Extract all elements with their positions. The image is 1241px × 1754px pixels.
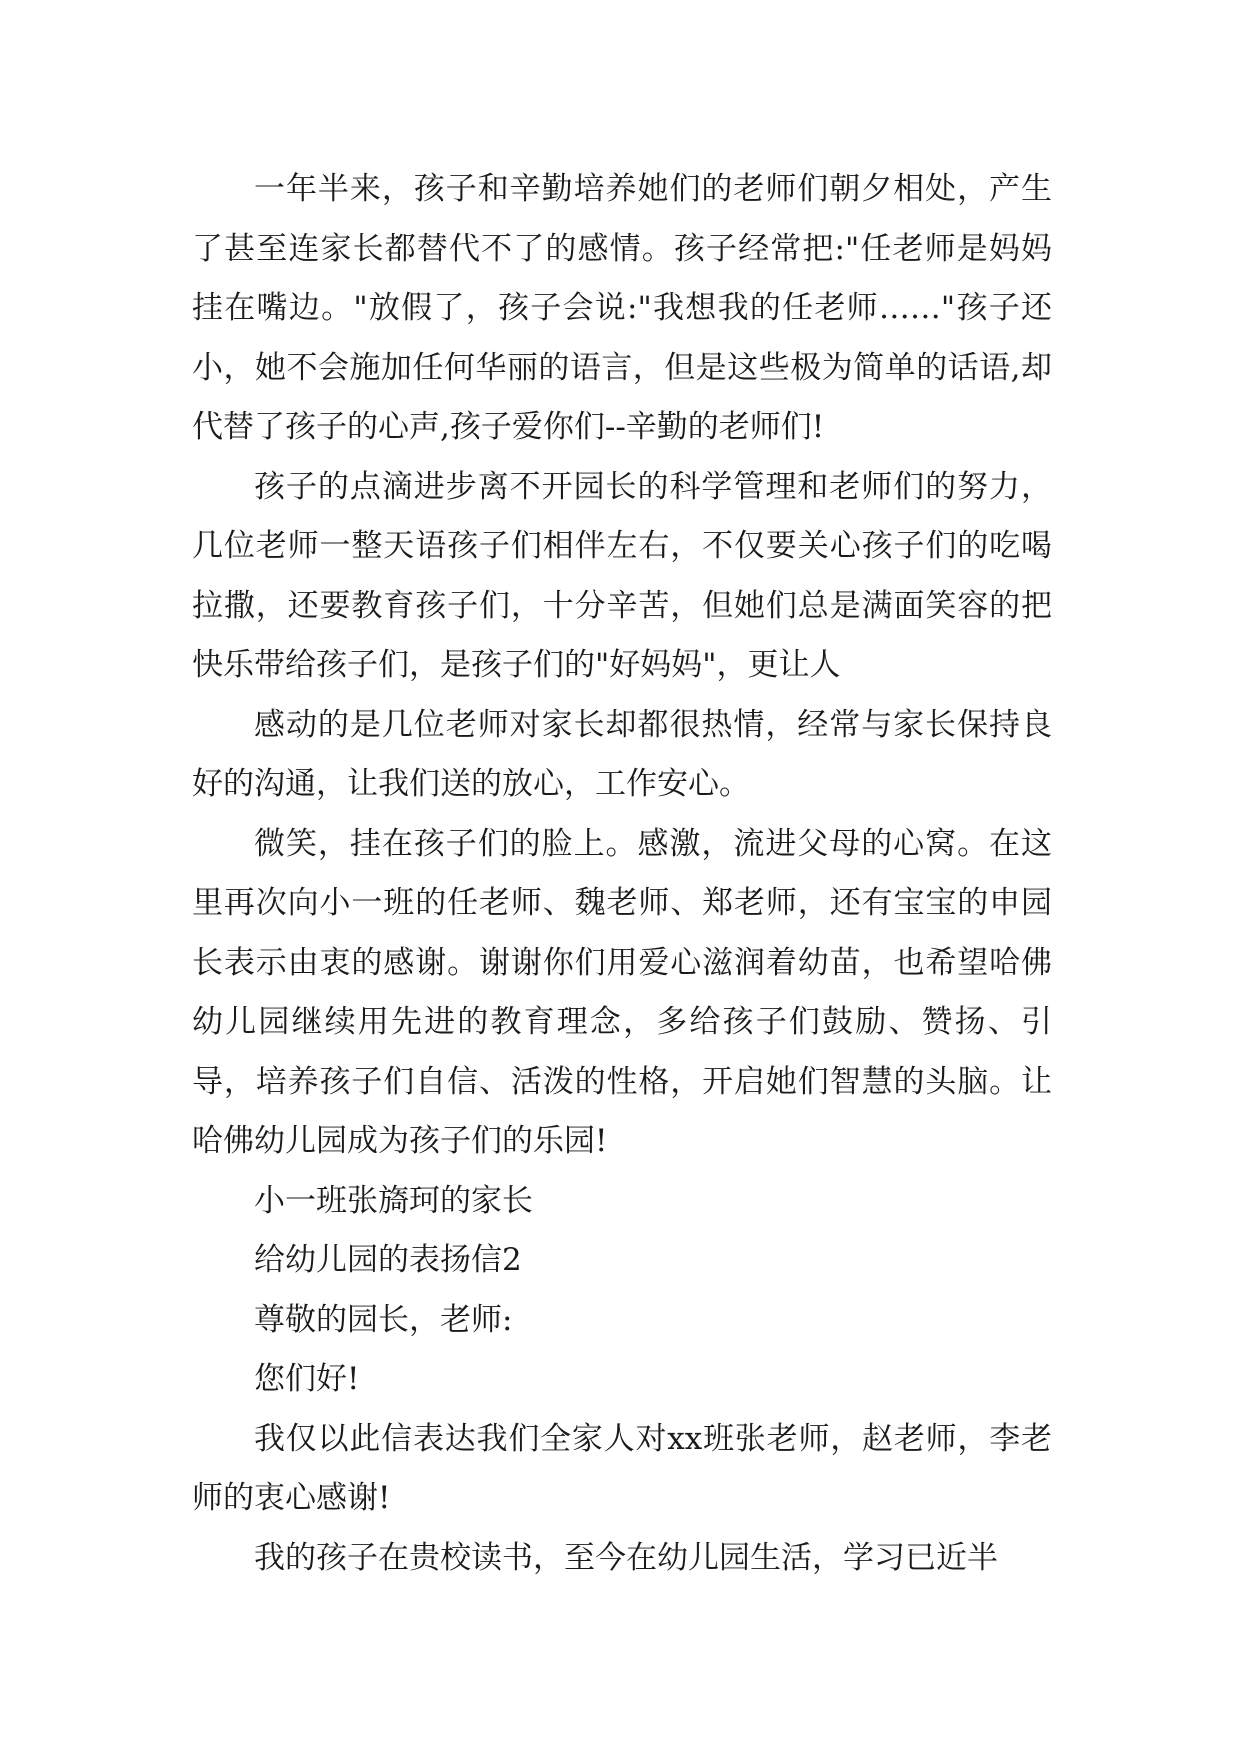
paragraph-communication: 感动的是几位老师对家长却都很热情，经常与家长保持良好的沟通，让我们送的放心，工作安心。: [192, 706, 1052, 802]
paragraph-continued: 我的孩子在贵校读书，至今在幼儿园生活，学习已近半: [254, 1539, 998, 1576]
greeting: 您们好!: [254, 1361, 360, 1397]
paragraph-thanks: 我仅以此信表达我们全家人对xx班张老师，赵老师，李老师的衷心感谢!: [192, 1420, 1052, 1516]
salutation: 尊敬的园长，老师:: [254, 1301, 513, 1338]
letter-body: [192, 160, 1052, 1588]
signature-line: 小一班张旖珂的家长: [254, 1182, 533, 1219]
section-title: 给幼儿园的表扬信2: [254, 1242, 522, 1278]
paragraph-progress: 孩子的点滴进步离不开园长的科学管理和老师们的努力，几位老师一整天语孩子们相伴左右，不仅要关心孩子们的吃喝拉撒，还要教育孩子们，十分辛苦，但她们总是满面笑容的把快乐带给孩子们，是孩子们的"好妈妈"，更让人: [192, 468, 1052, 683]
paragraph-gratitude: 微笑，挂在孩子们的脸上。感激，流进父母的心窝。在这里再次向小一班的任老师、魏老师、郑老师，还有宝宝的申园长表示由衷的感谢。谢谢你们用爱心滋润着幼苗，也希望哈佛幼儿园继续用先进的教育理念，多给孩子们鼓励、赞扬、引导，培养孩子们自信、活泼的性格，开启她们智慧的头脑。让哈佛幼儿园成为孩子们的乐园!: [192, 825, 1052, 1159]
paragraph-teachers-bond: 一年半来，孩子和辛勤培养她们的老师们朝夕相处，产生了甚至连家长都替代不了的感情。孩子经常把:"任老师是妈妈挂在嘴边。"放假了，孩子会说:"我想我的任老师……"孩子还小，她不会施加任何华丽的语言，但是这些极为简单的话语,却代替了孩子的心声,孩子爱你们--辛勤的老师们!: [192, 171, 1052, 445]
